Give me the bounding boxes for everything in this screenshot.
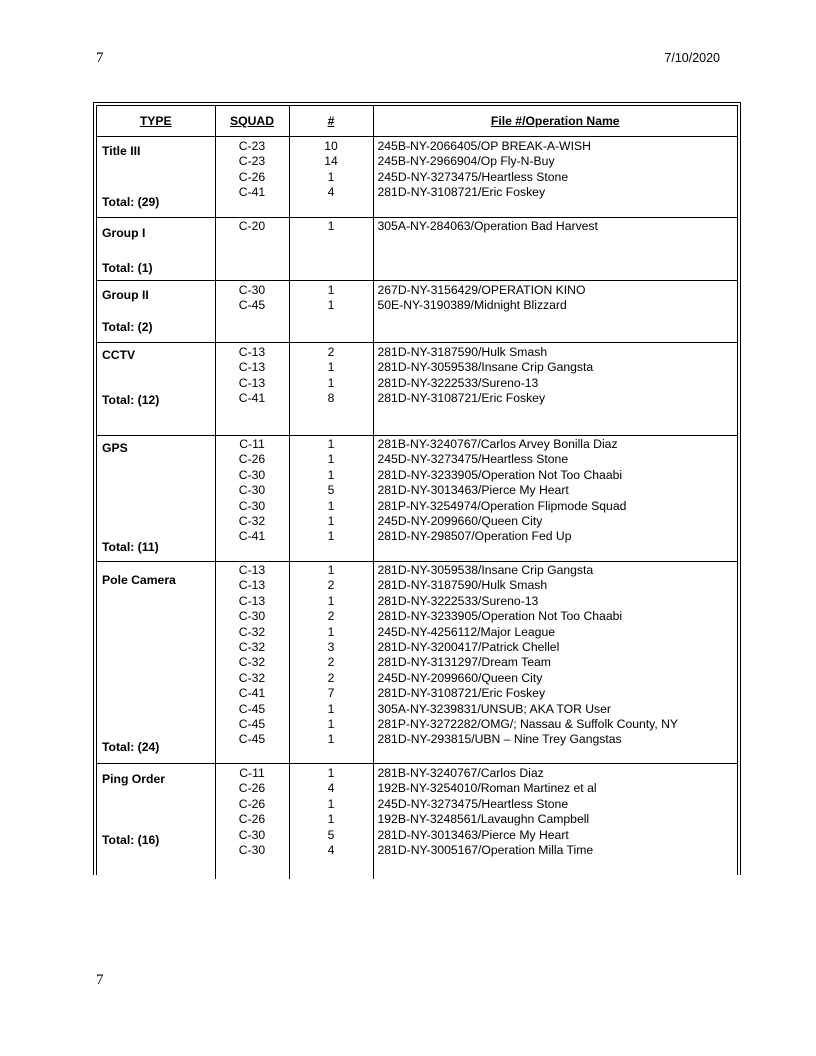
header-page-number: 7 <box>96 50 104 66</box>
squad-value: C-32 <box>238 639 266 654</box>
count-value: 5 <box>327 483 335 498</box>
count-value: 1 <box>327 624 335 639</box>
file-operation-value: 281D-NY-3108721/Eric Foskey <box>377 686 546 701</box>
count-value: 1 <box>327 298 335 313</box>
squad-cell <box>215 436 289 562</box>
file-operation-value: 281P-NY-3254974/Operation Flipmode Squad <box>377 498 627 513</box>
table-row <box>97 218 737 281</box>
count-value: 1 <box>327 812 335 827</box>
count-value: 1 <box>327 716 335 731</box>
squad-value: C-23 <box>238 154 266 169</box>
squad-cell <box>215 281 289 343</box>
count-value: 1 <box>327 529 335 544</box>
type-total: Total: (1) <box>102 261 153 275</box>
table-body <box>97 137 737 880</box>
file-operation-cell <box>373 436 737 562</box>
squad-value: C-26 <box>238 812 266 827</box>
count-value: 7 <box>327 686 335 701</box>
file-operation-value: 281D-NY-3222533/Sureno-13 <box>377 375 539 390</box>
file-operation-value: 245D-NY-3273475/Heartless Stone <box>377 452 569 467</box>
file-operation-value: 192B-NY-3248561/Lavaughn Campbell <box>377 812 590 827</box>
squad-value: C-13 <box>238 345 266 359</box>
squad-value: C-26 <box>238 781 266 796</box>
squad-value: C-13 <box>238 593 266 608</box>
column-header-number: # <box>289 106 373 137</box>
type-total: Total: (12) <box>102 393 160 407</box>
file-operation-value: 281D-NY-3059538/Insane Crip Gangsta <box>377 360 594 375</box>
file-operation-value: 281D-NY-298507/Operation Fed Up <box>377 529 572 544</box>
type-label: Title III <box>102 144 141 158</box>
count-value: 1 <box>327 375 335 390</box>
file-operation-cell <box>373 218 737 281</box>
squad-value: C-45 <box>238 298 266 313</box>
squad-value: C-41 <box>238 686 266 701</box>
squad-value: C-20 <box>238 219 266 233</box>
count-value: 1 <box>327 452 335 467</box>
count-value: 14 <box>324 154 338 169</box>
count-cell <box>289 436 373 562</box>
file-operation-value: 281D-NY-3108721/Eric Foskey <box>377 391 546 406</box>
type-label: GPS <box>102 441 128 455</box>
type-cell <box>97 436 215 562</box>
file-operation-value: 245B-NY-2066405/OP BREAK-A-WISH <box>377 139 591 153</box>
file-operation-cell <box>373 281 737 343</box>
squad-value: C-45 <box>238 732 266 747</box>
type-cell <box>97 343 215 436</box>
count-cell <box>289 218 373 281</box>
type-total: Total: (29) <box>102 195 160 209</box>
count-value: 1 <box>327 766 335 780</box>
count-value: 1 <box>327 563 335 577</box>
file-operation-value: 245D-NY-3273475/Heartless Stone <box>377 796 569 811</box>
file-operation-value: 281D-NY-3005167/Operation Milla Time <box>377 842 594 857</box>
column-header-squad: SQUAD <box>215 106 289 137</box>
table-row <box>97 343 737 436</box>
file-operation-value: 245D-NY-3273475/Heartless Stone <box>377 169 569 184</box>
squad-value: C-13 <box>238 375 266 390</box>
file-operation-value: 281D-NY-3059538/Insane Crip Gangsta <box>377 563 594 577</box>
type-total: Total: (16) <box>102 833 160 847</box>
squad-value: C-26 <box>238 452 266 467</box>
squad-value: C-32 <box>238 670 266 685</box>
file-operation-value: 245D-NY-4256112/Major League <box>377 624 556 639</box>
file-operation-value: 50E-NY-3190389/Midnight Blizzard <box>377 298 567 313</box>
file-operation-value: 245D-NY-2099660/Queen City <box>377 513 543 528</box>
type-cell <box>97 218 215 281</box>
file-operation-value: 281P-NY-3272282/OMG/; Nassau & Suffolk County, NY <box>377 716 679 731</box>
squad-value: C-41 <box>238 391 266 406</box>
squad-value: C-26 <box>238 796 266 811</box>
table-row <box>97 137 737 218</box>
file-operation-value: 281D-NY-3233905/Operation Not Too Chaabi <box>377 467 623 482</box>
file-operation-cell <box>373 137 737 218</box>
count-value: 1 <box>327 732 335 747</box>
count-value: 1 <box>327 513 335 528</box>
count-value: 1 <box>327 498 335 513</box>
count-value: 1 <box>327 437 335 451</box>
file-operation-value: 281D-NY-3013463/Pierce My Heart <box>377 483 569 498</box>
count-value: 1 <box>327 593 335 608</box>
file-operation-cell <box>373 764 737 880</box>
type-label: CCTV <box>102 348 136 362</box>
file-operation-value: 281D-NY-3131297/Dream Team <box>377 655 551 670</box>
table-header-row <box>97 106 737 137</box>
type-label: Ping Order <box>102 772 165 786</box>
squad-value: C-23 <box>238 139 266 153</box>
squad-value: C-11 <box>239 766 265 780</box>
squad-value: C-30 <box>238 842 266 857</box>
count-value: 1 <box>327 360 335 375</box>
file-operation-value: 245D-NY-2099660/Queen City <box>377 670 543 685</box>
squad-value: C-30 <box>238 498 266 513</box>
count-value: 2 <box>327 670 335 685</box>
squad-cell <box>215 137 289 218</box>
column-header-type: TYPE <box>97 106 215 137</box>
table-row <box>97 281 737 343</box>
operations-table-frame <box>93 102 741 875</box>
squad-value: C-45 <box>238 716 266 731</box>
file-operation-value: 281D-NY-3108721/Eric Foskey <box>377 185 546 200</box>
squad-cell <box>215 764 289 880</box>
type-cell <box>97 281 215 343</box>
squad-value: C-26 <box>238 169 266 184</box>
count-value: 1 <box>327 467 335 482</box>
squad-value: C-30 <box>238 483 266 498</box>
type-cell <box>97 137 215 218</box>
squad-value: C-30 <box>238 827 266 842</box>
type-label: Group I <box>102 226 146 240</box>
count-value: 4 <box>327 185 335 200</box>
squad-value: C-11 <box>239 437 265 451</box>
type-cell <box>97 562 215 764</box>
count-cell <box>289 281 373 343</box>
column-header-file: File #/Operation Name <box>373 106 737 137</box>
count-cell <box>289 343 373 436</box>
file-operation-value: 281D-NY-3187590/Hulk Smash <box>377 345 548 359</box>
type-cell <box>97 764 215 880</box>
count-value: 1 <box>327 796 335 811</box>
file-operation-value: 281D-NY-3222533/Sureno-13 <box>377 593 539 608</box>
table-row <box>97 764 737 880</box>
squad-cell <box>215 343 289 436</box>
file-operation-value: 267D-NY-3156429/OPERATION KINO <box>377 283 586 297</box>
operations-table <box>97 106 737 879</box>
file-operation-value: 305A-NY-284063/Operation Bad Harvest <box>377 219 598 233</box>
file-operation-value: 281D-NY-293815/UBN – Nine Trey Gangstas <box>377 732 622 747</box>
table-row <box>97 562 737 764</box>
file-operation-value: 281D-NY-3187590/Hulk Smash <box>377 578 548 593</box>
file-operation-value: 305A-NY-3239831/UNSUB; AKA TOR User <box>377 701 611 716</box>
squad-value: C-41 <box>238 185 266 200</box>
count-value: 2 <box>327 609 335 624</box>
count-value: 2 <box>327 578 335 593</box>
count-value: 3 <box>327 639 335 654</box>
file-operation-cell <box>373 562 737 764</box>
squad-value: C-13 <box>238 360 266 375</box>
type-label: Pole Camera <box>102 573 176 587</box>
file-operation-value: 281D-NY-3013463/Pierce My Heart <box>377 827 569 842</box>
squad-value: C-32 <box>238 655 266 670</box>
file-operation-cell <box>373 343 737 436</box>
squad-cell <box>215 562 289 764</box>
file-operation-value: 245B-NY-2966904/Op Fly-N-Buy <box>377 154 555 169</box>
type-total: Total: (24) <box>102 740 160 754</box>
count-cell <box>289 764 373 880</box>
squad-value: C-32 <box>238 624 266 639</box>
squad-cell <box>215 218 289 281</box>
count-value: 5 <box>327 827 335 842</box>
squad-value: C-30 <box>238 283 266 297</box>
squad-value: C-13 <box>238 578 266 593</box>
squad-value: C-45 <box>238 701 266 716</box>
file-operation-value: 281D-NY-3200417/Patrick Chellel <box>377 639 560 654</box>
count-value: 2 <box>327 345 335 359</box>
squad-value: C-41 <box>238 529 266 544</box>
footer-page-number: 7 <box>96 972 104 988</box>
count-value: 1 <box>327 283 335 297</box>
count-value: 2 <box>327 655 335 670</box>
count-cell <box>289 137 373 218</box>
table-row <box>97 436 737 562</box>
count-value: 8 <box>327 391 335 406</box>
file-operation-value: 192B-NY-3254010/Roman Martinez et al <box>377 781 597 796</box>
count-value: 1 <box>327 169 335 184</box>
count-value: 10 <box>324 139 338 153</box>
squad-value: C-30 <box>238 467 266 482</box>
header-date: 7/10/2020 <box>664 51 720 65</box>
type-total: Total: (11) <box>102 540 159 554</box>
count-value: 4 <box>327 781 335 796</box>
count-cell <box>289 562 373 764</box>
squad-value: C-30 <box>238 609 266 624</box>
type-label: Group II <box>102 288 149 302</box>
file-operation-value: 281D-NY-3233905/Operation Not Too Chaabi <box>377 609 623 624</box>
count-value: 1 <box>327 219 335 233</box>
type-total: Total: (2) <box>102 320 153 334</box>
count-value: 1 <box>327 701 335 716</box>
file-operation-value: 281B-NY-3240767/Carlos Arvey Bonilla Diaz <box>377 437 618 451</box>
squad-value: C-13 <box>238 563 266 577</box>
count-value: 4 <box>327 842 335 857</box>
squad-value: C-32 <box>238 513 266 528</box>
file-operation-value: 281B-NY-3240767/Carlos Diaz <box>377 766 544 780</box>
